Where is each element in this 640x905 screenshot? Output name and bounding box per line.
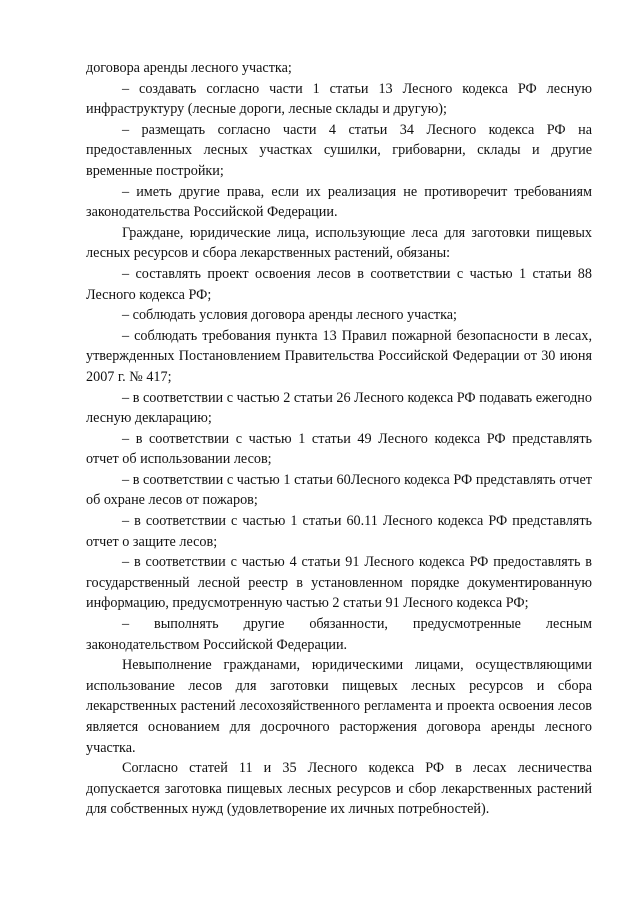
paragraph-obligation-registry: – в соответствии с частью 4 статьи 91 Лесного кодекса РФ предоставлять в государственный лесной реестр в установленном порядке документированную информацию, предусмотренную частью 2 статьи 91 Лесного кодекса РФ; — [86, 554, 592, 612]
paragraph-continuation: договора аренды лесного участка; — [86, 60, 292, 76]
paragraph-obligation-declaration: – в соответствии с частью 2 статьи 26 Лесного кодекса РФ подавать ежегодно лесную декларацию; — [86, 389, 592, 427]
paragraph-obligation-other: – выполнять другие обязанности, предусмотренные лесным законодательством Российской Федерации. — [86, 616, 592, 653]
paragraph-right-other: – иметь другие права, если их реализация не противоречит требованиям законодательства Российской Федерации. — [86, 183, 592, 221]
document-page — [86, 58, 592, 820]
paragraph-obligation-usage-report: – в соответствии с частью 1 статьи 49 Лесного кодекса РФ представлять отчет об использовании лесов; — [86, 430, 592, 468]
paragraph-obligation-contract: – соблюдать условия договора аренды лесного участка; — [122, 307, 457, 324]
paragraph-obligation-fire-rules: – соблюдать требования пункта 13 Правил пожарной безопасности в лесах, утвержденных Постановлением Правительства Российской Федерации от 30 июня 2007 г. № 417; — [86, 327, 592, 385]
paragraph-obligations-intro: Граждане, юридические лица, использующие леса для заготовки пищевых лесных ресурсов и сбора лекарственных растений, обязаны: — [86, 224, 592, 262]
paragraph-obligation-protection-report: – в соответствии с частью 1 статьи 60.11 Лесного кодекса РФ представлять отчет о защите лесов; — [86, 513, 592, 550]
paragraph-termination: Невыполнение гражданами, юридическими лицами, осуществляющими использование лесов для заготовки пищевых лесных ресурсов и сбора лекарственных растений лесохозяйственного регламента и проекта освоения лесов является основанием для досрочного расторжения договора аренды лесного участка. — [86, 657, 592, 756]
paragraph-right-buildings: – размещать согласно части 4 статьи 34 Лесного кодекса РФ на предоставленных лесных участках сушилки, грибоварни, склады и другие временные постройки; — [86, 121, 592, 179]
paragraph-obligation-project: – составлять проект освоения лесов в соответствии с частью 1 статьи 88 Лесного кодекса РФ; — [86, 265, 592, 303]
paragraph-obligation-fire-report: – в соответствии с частью 1 статьи 60Лесного кодекса РФ представлять отчет об охране лесов от пожаров; — [86, 471, 592, 509]
paragraph-right-infrastructure: – создавать согласно части 1 статьи 13 Лесного кодекса РФ лесную инфраструктуру (лесные дороги, лесные склады и другую); — [86, 80, 592, 118]
paragraph-own-needs: Согласно статей 11 и 35 Лесного кодекса РФ в лесах лесничества допускается заготовка пищевых лесных ресурсов и сбор лекарственных растений для собственных нужд (удовлетворение их личных потребностей). — [86, 760, 592, 818]
